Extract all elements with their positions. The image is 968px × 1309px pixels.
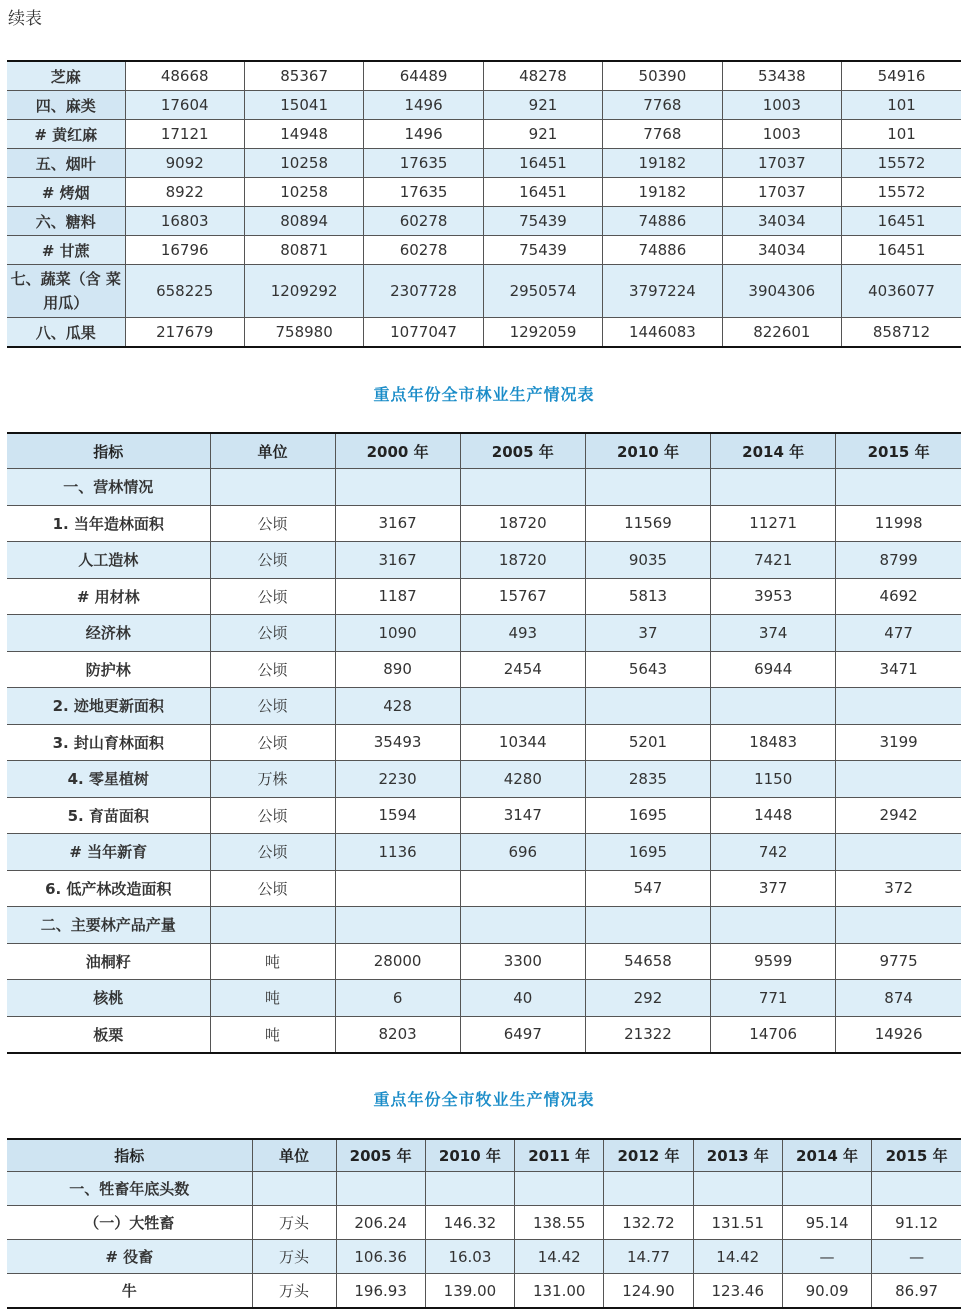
value-cell bbox=[425, 1172, 514, 1206]
unit-cell: 万头 bbox=[252, 1274, 336, 1309]
table-row bbox=[7, 1240, 961, 1274]
value-cell: 90.09 bbox=[782, 1274, 871, 1309]
value-cell: 75439 bbox=[483, 236, 602, 265]
table-row bbox=[7, 1206, 961, 1240]
value-cell: 1496 bbox=[364, 120, 483, 149]
value-cell: 1077047 bbox=[364, 318, 483, 348]
value-cell: 428 bbox=[335, 688, 460, 725]
value-cell: 9092 bbox=[125, 149, 244, 178]
value-cell bbox=[711, 907, 836, 944]
value-cell: 11569 bbox=[585, 505, 710, 542]
value-cell: 1695 bbox=[585, 834, 710, 871]
table-row bbox=[7, 318, 961, 348]
value-cell: 132.72 bbox=[604, 1206, 693, 1240]
unit-cell: 公顷 bbox=[210, 578, 335, 615]
value-cell: 14948 bbox=[244, 120, 363, 149]
value-cell: 206.24 bbox=[336, 1206, 425, 1240]
value-cell: 19182 bbox=[603, 178, 722, 207]
value-cell: 1496 bbox=[364, 91, 483, 120]
table-row bbox=[7, 61, 961, 91]
value-cell: 123.46 bbox=[693, 1274, 782, 1309]
value-cell: 3300 bbox=[460, 943, 585, 980]
table-row bbox=[7, 207, 961, 236]
table-row bbox=[7, 505, 961, 542]
table-row bbox=[7, 469, 961, 506]
value-cell: 15572 bbox=[842, 178, 961, 207]
row-label: 牛 bbox=[7, 1274, 252, 1309]
value-cell bbox=[693, 1172, 782, 1206]
value-cell: 16796 bbox=[125, 236, 244, 265]
column-header: 2014 年 bbox=[782, 1139, 871, 1172]
value-cell bbox=[460, 870, 585, 907]
row-label: 油桐籽 bbox=[7, 943, 210, 980]
column-header: 2010 年 bbox=[425, 1139, 514, 1172]
row-label: 防护林 bbox=[7, 651, 210, 688]
value-cell: 2942 bbox=[836, 797, 961, 834]
livestock-table bbox=[7, 1138, 961, 1309]
table-row bbox=[7, 834, 961, 871]
value-cell: 106.36 bbox=[336, 1240, 425, 1274]
value-cell bbox=[460, 469, 585, 506]
row-label: # 用材林 bbox=[7, 578, 210, 615]
value-cell bbox=[585, 469, 710, 506]
value-cell bbox=[782, 1172, 871, 1206]
value-cell bbox=[836, 834, 961, 871]
value-cell: — bbox=[872, 1240, 961, 1274]
value-cell: 5201 bbox=[585, 724, 710, 761]
table-row bbox=[7, 236, 961, 265]
value-cell bbox=[335, 469, 460, 506]
value-cell: 8799 bbox=[836, 542, 961, 579]
value-cell: 18483 bbox=[711, 724, 836, 761]
value-cell: 1187 bbox=[335, 578, 460, 615]
table-row bbox=[7, 761, 961, 798]
value-cell: 292 bbox=[585, 980, 710, 1017]
value-cell bbox=[585, 907, 710, 944]
value-cell bbox=[515, 1172, 604, 1206]
value-cell: 6 bbox=[335, 980, 460, 1017]
table-row bbox=[7, 149, 961, 178]
column-header: 指标 bbox=[7, 1139, 252, 1172]
row-label: 核桃 bbox=[7, 980, 210, 1017]
value-cell: 3147 bbox=[460, 797, 585, 834]
value-cell: 14.77 bbox=[604, 1240, 693, 1274]
table-row bbox=[7, 120, 961, 149]
value-cell bbox=[872, 1172, 961, 1206]
row-label: 6. 低产林改造面积 bbox=[7, 870, 210, 907]
row-label: 4. 零星植树 bbox=[7, 761, 210, 798]
value-cell: 1448 bbox=[711, 797, 836, 834]
row-label: 六、糖料 bbox=[7, 207, 125, 236]
value-cell: 1003 bbox=[722, 91, 841, 120]
value-cell: 18720 bbox=[460, 542, 585, 579]
value-cell: 139.00 bbox=[425, 1274, 514, 1309]
row-label: # 役畜 bbox=[7, 1240, 252, 1274]
unit-cell: 吨 bbox=[210, 943, 335, 980]
value-cell: 54658 bbox=[585, 943, 710, 980]
value-cell: 5813 bbox=[585, 578, 710, 615]
value-cell: 2950574 bbox=[483, 265, 602, 318]
unit-cell: 万头 bbox=[252, 1206, 336, 1240]
value-cell: 1209292 bbox=[244, 265, 363, 318]
unit-cell: 公顷 bbox=[210, 505, 335, 542]
row-label: 一、营林情况 bbox=[7, 469, 210, 506]
value-cell: 14.42 bbox=[515, 1240, 604, 1274]
value-cell: 874 bbox=[836, 980, 961, 1017]
row-label: 人工造林 bbox=[7, 542, 210, 579]
value-cell bbox=[335, 870, 460, 907]
value-cell: 217679 bbox=[125, 318, 244, 348]
value-cell: 80871 bbox=[244, 236, 363, 265]
unit-cell: 万株 bbox=[210, 761, 335, 798]
table-row bbox=[7, 615, 961, 652]
row-label: # 烤烟 bbox=[7, 178, 125, 207]
value-cell bbox=[460, 688, 585, 725]
value-cell: 374 bbox=[711, 615, 836, 652]
value-cell: 101 bbox=[842, 120, 961, 149]
value-cell: 16.03 bbox=[425, 1240, 514, 1274]
value-cell: 822601 bbox=[722, 318, 841, 348]
value-cell: 7768 bbox=[603, 120, 722, 149]
value-cell: 35493 bbox=[335, 724, 460, 761]
value-cell: 758980 bbox=[244, 318, 363, 348]
value-cell: 14.42 bbox=[693, 1240, 782, 1274]
value-cell: 3167 bbox=[335, 542, 460, 579]
value-cell: 742 bbox=[711, 834, 836, 871]
value-cell bbox=[836, 907, 961, 944]
value-cell: 16451 bbox=[483, 178, 602, 207]
value-cell: 54916 bbox=[842, 61, 961, 91]
row-label: （一）大牲畜 bbox=[7, 1206, 252, 1240]
value-cell: 3471 bbox=[836, 651, 961, 688]
unit-cell bbox=[252, 1172, 336, 1206]
value-cell: 7768 bbox=[603, 91, 722, 120]
value-cell: 696 bbox=[460, 834, 585, 871]
crop-table-continued bbox=[7, 60, 961, 348]
row-label: 八、瓜果 bbox=[7, 318, 125, 348]
unit-cell bbox=[210, 907, 335, 944]
value-cell: 95.14 bbox=[782, 1206, 871, 1240]
value-cell: 86.97 bbox=[872, 1274, 961, 1309]
table-row bbox=[7, 1016, 961, 1053]
value-cell: 1594 bbox=[335, 797, 460, 834]
value-cell: 7421 bbox=[711, 542, 836, 579]
value-cell: 14926 bbox=[836, 1016, 961, 1053]
value-cell: 17037 bbox=[722, 149, 841, 178]
value-cell bbox=[585, 688, 710, 725]
table-row bbox=[7, 91, 961, 120]
value-cell bbox=[711, 469, 836, 506]
unit-cell: 公顷 bbox=[210, 834, 335, 871]
column-header: 2010 年 bbox=[585, 433, 710, 469]
value-cell: 9599 bbox=[711, 943, 836, 980]
value-cell: 658225 bbox=[125, 265, 244, 318]
row-label: # 当年新育 bbox=[7, 834, 210, 871]
table-header-row bbox=[7, 433, 961, 469]
forestry-table-title: 重点年份全市林业生产情况表 bbox=[373, 385, 595, 404]
value-cell: 3199 bbox=[836, 724, 961, 761]
value-cell: 477 bbox=[836, 615, 961, 652]
table-row bbox=[7, 943, 961, 980]
value-cell bbox=[711, 688, 836, 725]
continued-label: 续表 bbox=[8, 9, 42, 29]
value-cell: 37 bbox=[585, 615, 710, 652]
table-row bbox=[7, 980, 961, 1017]
value-cell: 131.00 bbox=[515, 1274, 604, 1309]
row-label: 5. 育苗面积 bbox=[7, 797, 210, 834]
value-cell: 28000 bbox=[335, 943, 460, 980]
value-cell: 196.93 bbox=[336, 1274, 425, 1309]
unit-cell bbox=[210, 469, 335, 506]
value-cell: 50390 bbox=[603, 61, 722, 91]
value-cell: 146.32 bbox=[425, 1206, 514, 1240]
value-cell: 17635 bbox=[364, 178, 483, 207]
value-cell: 91.12 bbox=[872, 1206, 961, 1240]
column-header: 2015 年 bbox=[872, 1139, 961, 1172]
value-cell: 2835 bbox=[585, 761, 710, 798]
table-row bbox=[7, 1274, 961, 1309]
value-cell: 124.90 bbox=[604, 1274, 693, 1309]
column-header: 2005 年 bbox=[460, 433, 585, 469]
unit-cell: 公顷 bbox=[210, 651, 335, 688]
value-cell: 64489 bbox=[364, 61, 483, 91]
table-row bbox=[7, 724, 961, 761]
row-label: 板栗 bbox=[7, 1016, 210, 1053]
column-header: 2011 年 bbox=[515, 1139, 604, 1172]
value-cell: 3953 bbox=[711, 578, 836, 615]
value-cell: 17635 bbox=[364, 149, 483, 178]
value-cell: 5643 bbox=[585, 651, 710, 688]
value-cell: 11998 bbox=[836, 505, 961, 542]
value-cell: 4280 bbox=[460, 761, 585, 798]
row-label: 二、主要林产品产量 bbox=[7, 907, 210, 944]
value-cell: 60278 bbox=[364, 207, 483, 236]
row-label: 经济林 bbox=[7, 615, 210, 652]
value-cell bbox=[836, 469, 961, 506]
row-label: # 甘蔗 bbox=[7, 236, 125, 265]
value-cell: 1292059 bbox=[483, 318, 602, 348]
table-row bbox=[7, 1172, 961, 1206]
value-cell: 19182 bbox=[603, 149, 722, 178]
value-cell: 131.51 bbox=[693, 1206, 782, 1240]
table-row bbox=[7, 578, 961, 615]
value-cell: 372 bbox=[836, 870, 961, 907]
value-cell: 3167 bbox=[335, 505, 460, 542]
value-cell: 15572 bbox=[842, 149, 961, 178]
value-cell: 74886 bbox=[603, 236, 722, 265]
value-cell: 74886 bbox=[603, 207, 722, 236]
value-cell: 1136 bbox=[335, 834, 460, 871]
unit-cell: 吨 bbox=[210, 980, 335, 1017]
value-cell: 21322 bbox=[585, 1016, 710, 1053]
table-header-row bbox=[7, 1139, 961, 1172]
value-cell: 10258 bbox=[244, 149, 363, 178]
value-cell: 6497 bbox=[460, 1016, 585, 1053]
unit-cell: 吨 bbox=[210, 1016, 335, 1053]
table-row bbox=[7, 870, 961, 907]
column-header: 2012 年 bbox=[604, 1139, 693, 1172]
row-label: # 黄红麻 bbox=[7, 120, 125, 149]
value-cell: 16803 bbox=[125, 207, 244, 236]
value-cell: 6944 bbox=[711, 651, 836, 688]
unit-cell: 万头 bbox=[252, 1240, 336, 1274]
value-cell: 1003 bbox=[722, 120, 841, 149]
value-cell: 3904306 bbox=[722, 265, 841, 318]
value-cell: 48668 bbox=[125, 61, 244, 91]
table-row bbox=[7, 688, 961, 725]
value-cell: 1695 bbox=[585, 797, 710, 834]
value-cell: 17121 bbox=[125, 120, 244, 149]
row-label: 1. 当年造林面积 bbox=[7, 505, 210, 542]
table-row bbox=[7, 178, 961, 207]
value-cell: — bbox=[782, 1240, 871, 1274]
value-cell: 9035 bbox=[585, 542, 710, 579]
unit-cell: 公顷 bbox=[210, 688, 335, 725]
value-cell: 9775 bbox=[836, 943, 961, 980]
row-label: 四、麻类 bbox=[7, 91, 125, 120]
value-cell: 921 bbox=[483, 91, 602, 120]
column-header: 单位 bbox=[210, 433, 335, 469]
row-label: 一、牲畜年底头数 bbox=[7, 1172, 252, 1206]
value-cell: 138.55 bbox=[515, 1206, 604, 1240]
forestry-table bbox=[7, 432, 961, 1054]
column-header: 指标 bbox=[7, 433, 210, 469]
value-cell: 15767 bbox=[460, 578, 585, 615]
value-cell: 547 bbox=[585, 870, 710, 907]
table-row bbox=[7, 797, 961, 834]
value-cell bbox=[604, 1172, 693, 1206]
row-label: 五、烟叶 bbox=[7, 149, 125, 178]
value-cell bbox=[460, 907, 585, 944]
value-cell: 1446083 bbox=[603, 318, 722, 348]
value-cell: 8922 bbox=[125, 178, 244, 207]
value-cell bbox=[836, 761, 961, 798]
value-cell: 890 bbox=[335, 651, 460, 688]
row-label: 七、蔬菜（含 菜用瓜） bbox=[7, 265, 125, 318]
value-cell: 40 bbox=[460, 980, 585, 1017]
value-cell: 75439 bbox=[483, 207, 602, 236]
value-cell: 10258 bbox=[244, 178, 363, 207]
value-cell: 1150 bbox=[711, 761, 836, 798]
value-cell: 53438 bbox=[722, 61, 841, 91]
value-cell: 921 bbox=[483, 120, 602, 149]
column-header: 2014 年 bbox=[711, 433, 836, 469]
value-cell: 15041 bbox=[244, 91, 363, 120]
unit-cell: 公顷 bbox=[210, 870, 335, 907]
value-cell: 11271 bbox=[711, 505, 836, 542]
value-cell: 4692 bbox=[836, 578, 961, 615]
value-cell: 16451 bbox=[483, 149, 602, 178]
value-cell: 60278 bbox=[364, 236, 483, 265]
row-label: 芝麻 bbox=[7, 61, 125, 91]
value-cell: 10344 bbox=[460, 724, 585, 761]
value-cell: 2454 bbox=[460, 651, 585, 688]
value-cell: 4036077 bbox=[842, 265, 961, 318]
value-cell: 2230 bbox=[335, 761, 460, 798]
value-cell: 48278 bbox=[483, 61, 602, 91]
value-cell: 17037 bbox=[722, 178, 841, 207]
value-cell: 493 bbox=[460, 615, 585, 652]
value-cell: 85367 bbox=[244, 61, 363, 91]
value-cell: 34034 bbox=[722, 236, 841, 265]
value-cell: 858712 bbox=[842, 318, 961, 348]
value-cell: 18720 bbox=[460, 505, 585, 542]
unit-cell: 公顷 bbox=[210, 615, 335, 652]
value-cell: 16451 bbox=[842, 236, 961, 265]
table-row bbox=[7, 651, 961, 688]
livestock-table-title: 重点年份全市牧业生产情况表 bbox=[373, 1090, 595, 1109]
value-cell: 16451 bbox=[842, 207, 961, 236]
value-cell: 8203 bbox=[335, 1016, 460, 1053]
column-header: 2015 年 bbox=[836, 433, 961, 469]
value-cell bbox=[836, 688, 961, 725]
unit-cell: 公顷 bbox=[210, 542, 335, 579]
unit-cell: 公顷 bbox=[210, 797, 335, 834]
value-cell bbox=[336, 1172, 425, 1206]
row-label: 2. 迹地更新面积 bbox=[7, 688, 210, 725]
value-cell: 771 bbox=[711, 980, 836, 1017]
value-cell: 14706 bbox=[711, 1016, 836, 1053]
value-cell: 377 bbox=[711, 870, 836, 907]
column-header: 单位 bbox=[252, 1139, 336, 1172]
value-cell: 1090 bbox=[335, 615, 460, 652]
value-cell: 2307728 bbox=[364, 265, 483, 318]
row-label: 3. 封山育林面积 bbox=[7, 724, 210, 761]
column-header: 2013 年 bbox=[693, 1139, 782, 1172]
value-cell: 3797224 bbox=[603, 265, 722, 318]
value-cell: 34034 bbox=[722, 207, 841, 236]
unit-cell: 公顷 bbox=[210, 724, 335, 761]
value-cell: 101 bbox=[842, 91, 961, 120]
column-header: 2000 年 bbox=[335, 433, 460, 469]
value-cell: 17604 bbox=[125, 91, 244, 120]
column-header: 2005 年 bbox=[336, 1139, 425, 1172]
table-row bbox=[7, 265, 961, 318]
value-cell: 80894 bbox=[244, 207, 363, 236]
value-cell bbox=[335, 907, 460, 944]
table-row bbox=[7, 542, 961, 579]
table-row bbox=[7, 907, 961, 944]
